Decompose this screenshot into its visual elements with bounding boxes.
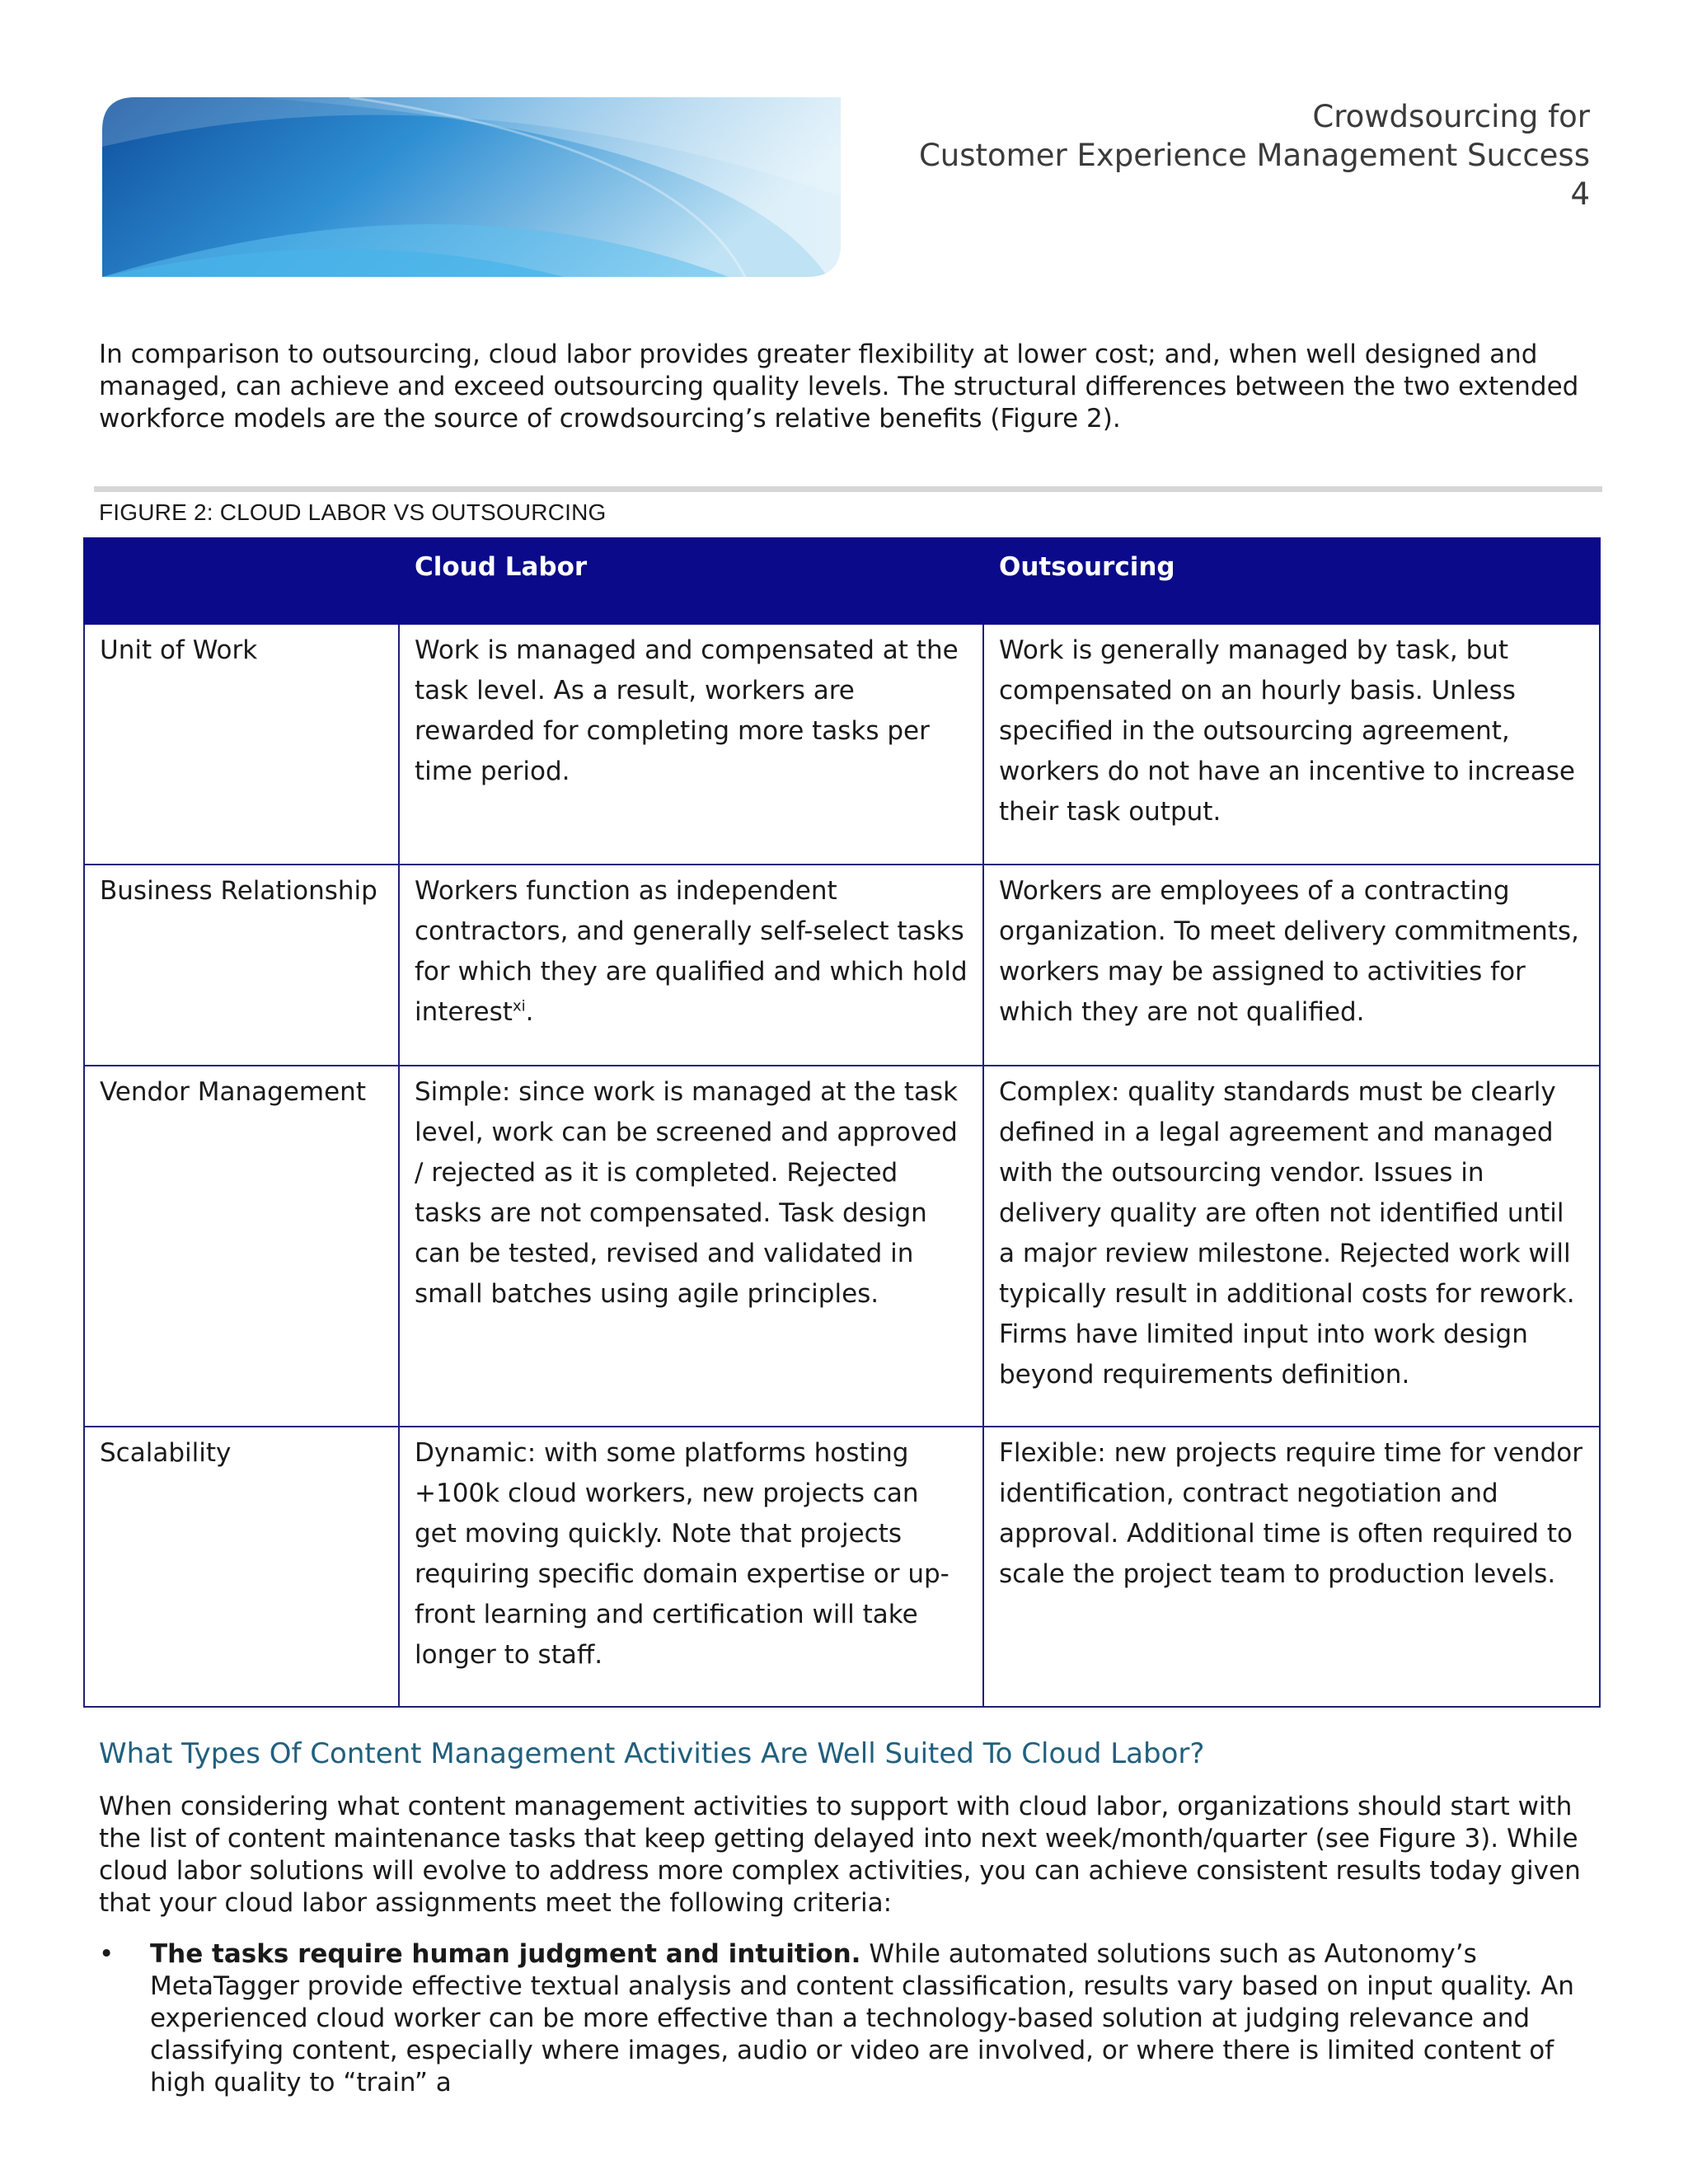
outsourcing-cell: Flexible: new projects require time for vendor identification, contract negotiation and approval. Additional time is often required to scale the project team to production levels. (983, 1427, 1600, 1707)
cloud-labor-cell: Work is managed and compensated at the task level. As a result, workers are rewarded for completing more tasks per time period. (399, 624, 983, 865)
header-banner-graphic (102, 97, 841, 277)
cloud-labor-cell (399, 865, 983, 1066)
document-header (919, 97, 1590, 213)
cloud-labor-cell: Simple: since work is managed at the task level, work can be screened and approved / rejected as it is completed. Rejected tasks are not compensated. Task design can be tested, revised and validated in small batches using agile principles. (399, 1066, 983, 1427)
bullet-bold-lead: The tasks require human judgment and intuition. (150, 1939, 861, 1969)
criteria-list (99, 1938, 1599, 2099)
table-row (84, 865, 1600, 1066)
table-header-row (84, 538, 1600, 624)
row-label: Scalability (84, 1427, 399, 1707)
section-paragraph: When considering what content management activities to support with cloud labor, organizations should start with the list of content maintenance tasks that keep getting delayed into next week/month/quarter (see Figure 3). While cloud labor solutions will evolve to address more complex activities, you can achieve consistent results today given that your cloud labor assignments meet the following criteria: (99, 1792, 1581, 1918)
list-item (99, 1938, 1599, 2099)
footnote-reference: xi (512, 997, 526, 1015)
header-cell-cloud-labor: Cloud Labor (399, 538, 983, 624)
table-row (84, 1066, 1600, 1427)
outsourcing-cell: Work is generally managed by task, but compensated on an hourly basis. Unless specified in the outsourcing agreement, workers do not have an incentive to increase their task output. (983, 624, 1600, 865)
intro-paragraph: In comparison to outsourcing, cloud labor provides greater flexibility at lower cost; and, when well designed and managed, can achieve and exceed outsourcing quality levels. The structural differences between the two extended workforce models are the source of crowdsourcing’s relative benefits (Figure 2). (99, 340, 1579, 434)
header-title-line2: Customer Experience Management Success (918, 138, 1590, 173)
table-row (84, 1427, 1600, 1707)
row-label: Unit of Work (84, 624, 399, 865)
row-label: Vendor Management (84, 1066, 399, 1427)
section-heading: What Types Of Content Management Activities Are Well Suited To Cloud Labor? (99, 1737, 1205, 1770)
page-number: 4 (1570, 176, 1590, 212)
figure-divider (94, 486, 1602, 492)
cell-text: Workers function as independent contractors, and generally self-select tasks for which they are qualified and which hold interest (415, 876, 968, 1027)
outsourcing-cell: Complex: quality standards must be clearly defined in a legal agreement and managed with the outsourcing vendor. Issues in delivery quality are often not identified until a major review milestone. Rejected work will typically result in additional costs for rework. Firms have limited input into work design beyond requirements definition. (983, 1066, 1600, 1427)
header-title-line1: Crowdsourcing for (1312, 99, 1590, 134)
table-row (84, 624, 1600, 865)
comparison-table (83, 537, 1601, 1708)
header-cell-empty (84, 538, 399, 624)
header-cell-outsourcing: Outsourcing (983, 538, 1600, 624)
figure-caption: FIGURE 2: CLOUD LABOR VS OUTSOURCING (99, 499, 607, 525)
outsourcing-cell: Workers are employees of a contracting organization. To meet delivery commitments, workers may be assigned to activities for which they are not qualified. (983, 865, 1600, 1066)
bullet-marker: • (99, 1939, 115, 1969)
cell-text-end: . (525, 997, 534, 1027)
cloud-labor-cell: Dynamic: with some platforms hosting +100k cloud workers, new projects can get moving quickly. Note that projects requiring specific domain expertise or up-front learning and certification will take longer to staff. (399, 1427, 983, 1707)
row-label: Business Relationship (84, 865, 399, 1066)
bullet-text: While automated solutions such as Autonomy’s MetaTagger provide effective textual analysis and content classification, results vary based on input quality. An experienced cloud worker can be more effective than a technology-based solution at judging relevance and classifying content, especially where images, audio or video are involved, or where there is limited content of high quality to “train” a (150, 1939, 1574, 2097)
